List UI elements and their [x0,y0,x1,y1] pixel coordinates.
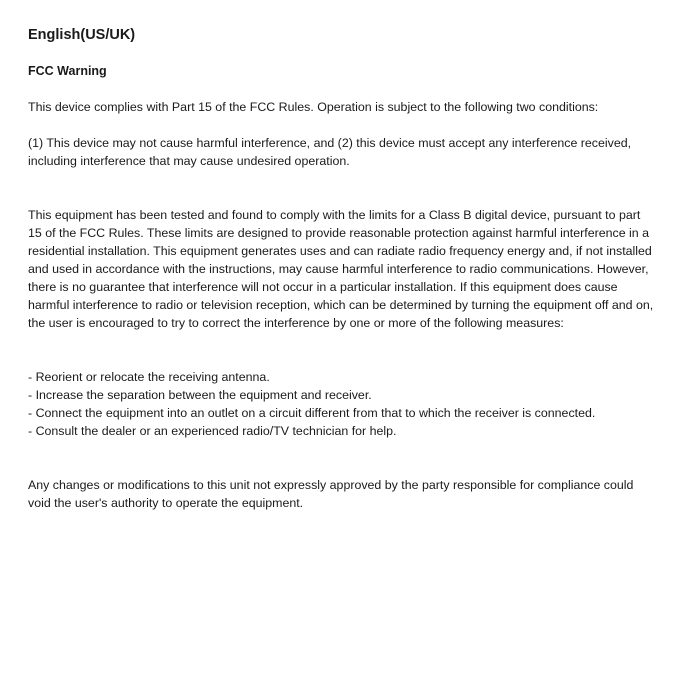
fcc-warning-heading: FCC Warning [28,64,107,78]
language-heading: English(US/UK) [28,27,136,43]
intro-paragraph: This device complies with Part 15 of the FCC Rules. Operation is subject to the following two conditions: [28,100,599,114]
list-item: - Increase the separation between the equipment and receiver. [28,388,372,402]
list-item: - Reorient or relocate the receiving antenna. [28,370,270,384]
list-item: - Connect the equipment into an outlet on a circuit different from that to which the receiver is connected. [28,406,596,420]
modifications-warning-paragraph: Any changes or modifications to this unit not expressly approved by the party responsible for compliance could void the user's authority to operate the equipment. [28,478,634,510]
class-b-compliance-paragraph: This equipment has been tested and found to comply with the limits for a Class B digital device, pursuant to part 15 of the FCC Rules. These limits are designed to provide reasonable protection against harmful interference in a residential installation. This equipment generates uses and can radiate radio frequency energy and, if not installed and used in accordance with the instructions, may cause harmful interference to radio communications. However, there is no guarantee that interference will not occur in a particular installation. If this equipment does cause harmful interference to radio or television reception, which can be determined by turning the equipment off and on, the user is encouraged to try to correct the interference by one or more of the following measures: [28,208,654,330]
conditions-paragraph: (1) This device may not cause harmful interference, and (2) this device must accept any interference received, including interference that may cause undesired operation. [28,136,632,168]
list-item: - Consult the dealer or an experienced radio/TV technician for help. [28,424,397,438]
measures-list [28,368,656,440]
